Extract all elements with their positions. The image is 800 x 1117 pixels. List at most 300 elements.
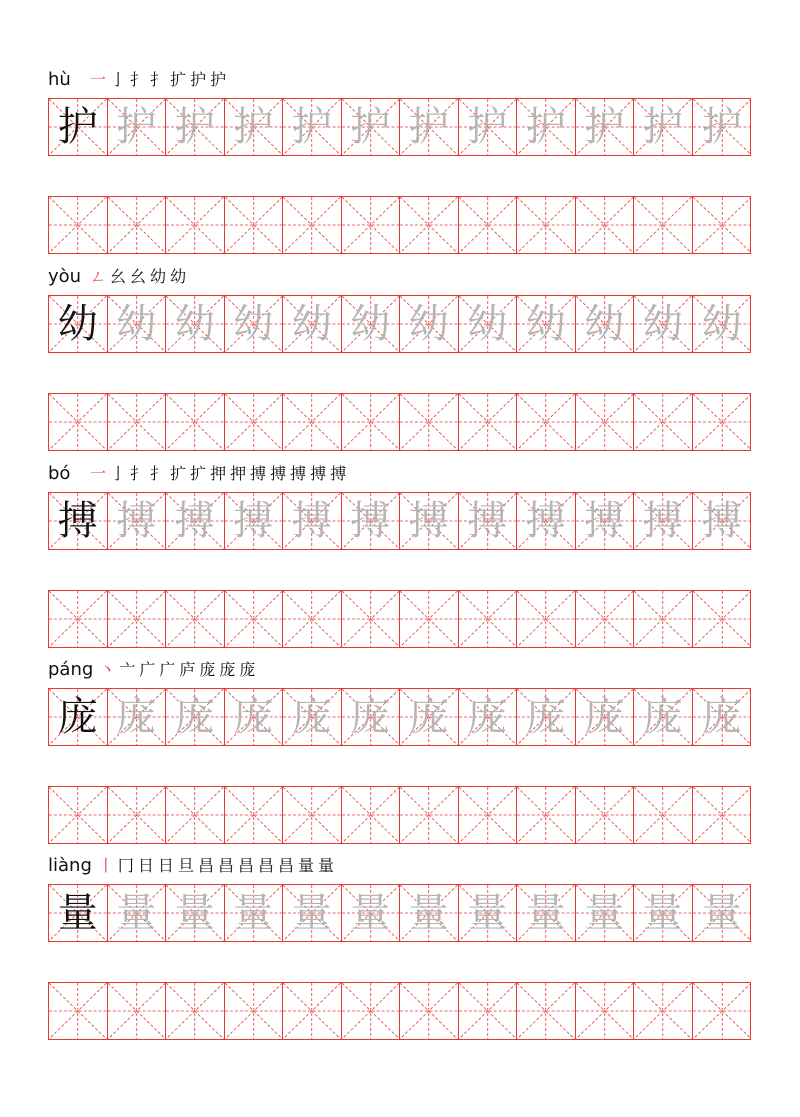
trace-cell[interactable] [517, 493, 576, 549]
stroke-step: 扌 [150, 464, 167, 483]
stroke-step: 幼 [170, 267, 187, 286]
trace-cell[interactable] [634, 689, 693, 745]
rice-grid-guides [166, 787, 224, 843]
stroke-step: 押 [230, 464, 247, 483]
stroke-step: 昌 [217, 856, 234, 875]
blank-cell[interactable] [342, 983, 401, 1039]
stroke-step: 搏 [310, 464, 327, 483]
trace-character: 幼 [174, 301, 215, 347]
blank-cell[interactable] [166, 197, 225, 253]
stroke-step: 扌 [150, 70, 167, 89]
rice-grid-guides [49, 197, 107, 253]
trace-cell[interactable] [108, 296, 167, 352]
trace-cell[interactable] [225, 689, 284, 745]
rice-grid-guides [283, 591, 341, 647]
rice-grid-guides [459, 983, 517, 1039]
blank-cell[interactable] [517, 983, 576, 1039]
rice-grid-guides [459, 394, 517, 450]
character-block [48, 854, 752, 1044]
blank-cell[interactable] [225, 197, 284, 253]
stroke-step: 护 [210, 70, 227, 89]
stroke-step: 广 [159, 660, 176, 679]
stroke-step: 昌 [278, 856, 295, 875]
pinyin-stroke-line [48, 462, 346, 484]
rice-grid-guides [108, 197, 166, 253]
trace-character: 搏 [642, 498, 683, 544]
blank-cell[interactable] [693, 197, 752, 253]
trace-character: 护 [701, 104, 742, 150]
stroke-step: 昌 [197, 856, 214, 875]
blank-cell[interactable] [283, 983, 342, 1039]
character-block [48, 462, 752, 652]
stroke-step: 亅 [110, 70, 127, 89]
trace-cell[interactable] [576, 885, 635, 941]
trace-character: 护 [525, 104, 566, 150]
blank-cell[interactable] [459, 983, 518, 1039]
stroke-step: 昌 [237, 856, 254, 875]
model-character: 搏 [57, 498, 98, 544]
rice-grid-guides [108, 787, 166, 843]
trace-character: 幼 [467, 301, 508, 347]
stroke-step: 扩 [170, 70, 187, 89]
trace-cell[interactable] [459, 689, 518, 745]
blank-cell[interactable] [459, 197, 518, 253]
trace-cell[interactable] [166, 885, 225, 941]
blank-cell[interactable] [517, 197, 576, 253]
trace-cell[interactable] [693, 689, 752, 745]
stroke-order-sequence [99, 661, 255, 680]
stroke-step: 幼 [150, 267, 167, 286]
rice-grid-guides [49, 591, 107, 647]
trace-cell[interactable] [693, 296, 752, 352]
blank-cell[interactable] [49, 591, 108, 647]
blank-cell[interactable] [634, 983, 693, 1039]
blank-cell[interactable] [342, 591, 401, 647]
trace-character: 护 [116, 104, 157, 150]
blank-cell[interactable] [49, 787, 108, 843]
blank-cell[interactable] [108, 983, 167, 1039]
trace-cell[interactable] [283, 493, 342, 549]
pinyin-stroke-line [48, 658, 255, 680]
model-cell [49, 296, 108, 352]
trace-cell[interactable] [283, 689, 342, 745]
trace-cell[interactable] [342, 296, 401, 352]
tracing-row [48, 884, 751, 942]
trace-cell[interactable] [634, 493, 693, 549]
stroke-step: 搏 [250, 464, 267, 483]
trace-cell[interactable] [517, 689, 576, 745]
trace-character: 搏 [233, 498, 274, 544]
trace-cell[interactable] [400, 99, 459, 155]
blank-cell[interactable] [517, 787, 576, 843]
trace-character: 量 [701, 890, 742, 936]
blank-cell[interactable] [576, 197, 635, 253]
stroke-step: 护 [190, 70, 207, 89]
rice-grid-guides [517, 983, 575, 1039]
blank-cell[interactable] [283, 394, 342, 450]
trace-cell[interactable] [108, 99, 167, 155]
rice-grid-guides [693, 197, 752, 253]
trace-cell[interactable] [576, 689, 635, 745]
trace-cell[interactable] [108, 493, 167, 549]
pinyin-label: bó [48, 463, 71, 484]
trace-character: 搏 [291, 498, 332, 544]
blank-cell[interactable] [166, 591, 225, 647]
rice-grid-guides [166, 591, 224, 647]
trace-character: 搏 [701, 498, 742, 544]
trace-character: 量 [233, 890, 274, 936]
trace-cell[interactable] [576, 296, 635, 352]
model-character: 量 [57, 890, 98, 936]
trace-cell[interactable] [634, 296, 693, 352]
rice-grid-guides [49, 787, 107, 843]
rice-grid-guides [634, 197, 692, 253]
model-cell [49, 99, 108, 155]
rice-grid-guides [225, 591, 283, 647]
trace-cell[interactable] [108, 689, 167, 745]
trace-cell[interactable] [342, 493, 401, 549]
trace-character: 庞 [116, 694, 157, 740]
rice-grid-guides [108, 591, 166, 647]
rice-grid-guides [576, 394, 634, 450]
rice-grid-guides [225, 983, 283, 1039]
trace-cell[interactable] [342, 99, 401, 155]
blank-cell[interactable] [283, 591, 342, 647]
trace-cell[interactable] [576, 493, 635, 549]
stroke-step: 昌 [258, 856, 275, 875]
stroke-step: 冂 [117, 856, 134, 875]
pinyin-label: hù [48, 69, 71, 90]
trace-cell[interactable] [166, 493, 225, 549]
trace-character: 庞 [174, 694, 215, 740]
blank-cell[interactable] [400, 394, 459, 450]
trace-cell[interactable] [517, 296, 576, 352]
model-cell [49, 493, 108, 549]
trace-cell[interactable] [517, 99, 576, 155]
stroke-step: 日 [137, 856, 154, 875]
trace-cell[interactable] [342, 689, 401, 745]
rice-grid-guides [576, 197, 634, 253]
rice-grid-guides [166, 197, 224, 253]
trace-character: 量 [525, 890, 566, 936]
blank-cell[interactable] [108, 591, 167, 647]
stroke-step: 庞 [239, 660, 256, 679]
blank-cell[interactable] [342, 197, 401, 253]
trace-cell[interactable] [166, 99, 225, 155]
stroke-step: 旦 [177, 856, 194, 875]
trace-cell[interactable] [400, 493, 459, 549]
blank-cell[interactable] [400, 787, 459, 843]
blank-cell[interactable] [634, 591, 693, 647]
stroke-order-sequence [90, 268, 186, 287]
rice-grid-guides [517, 394, 575, 450]
blank-cell[interactable] [283, 197, 342, 253]
trace-cell[interactable] [693, 885, 752, 941]
trace-character: 量 [116, 890, 157, 936]
model-character: 幼 [57, 301, 98, 347]
tracing-row [48, 688, 751, 746]
stroke-step: 庞 [219, 660, 236, 679]
stroke-step: 幺 [130, 267, 147, 286]
blank-cell[interactable] [225, 787, 284, 843]
stroke-step: ㄥ [90, 267, 107, 286]
trace-character: 护 [467, 104, 508, 150]
blank-cell[interactable] [225, 394, 284, 450]
rice-grid-guides [166, 983, 224, 1039]
blank-cell[interactable] [225, 591, 284, 647]
blank-cell[interactable] [634, 197, 693, 253]
blank-cell[interactable] [400, 983, 459, 1039]
stroke-step: 扩 [190, 464, 207, 483]
trace-cell[interactable] [108, 885, 167, 941]
rice-grid-guides [576, 787, 634, 843]
trace-character: 搏 [116, 498, 157, 544]
trace-cell[interactable] [459, 99, 518, 155]
trace-cell[interactable] [342, 885, 401, 941]
model-cell [49, 885, 108, 941]
trace-cell[interactable] [634, 885, 693, 941]
trace-character: 搏 [174, 498, 215, 544]
blank-cell[interactable] [576, 787, 635, 843]
trace-character: 量 [291, 890, 332, 936]
blank-cell[interactable] [400, 591, 459, 647]
trace-cell[interactable] [634, 99, 693, 155]
blank-cell[interactable] [108, 197, 167, 253]
trace-cell[interactable] [283, 99, 342, 155]
blank-practice-row [48, 196, 751, 254]
blank-cell[interactable] [517, 394, 576, 450]
rice-grid-guides [634, 787, 692, 843]
blank-cell[interactable] [166, 394, 225, 450]
trace-character: 幼 [233, 301, 274, 347]
trace-cell[interactable] [283, 296, 342, 352]
stroke-step: 亅 [110, 464, 127, 483]
trace-cell[interactable] [400, 296, 459, 352]
blank-cell[interactable] [693, 787, 752, 843]
pinyin-stroke-line [48, 854, 334, 876]
character-block [48, 68, 752, 258]
trace-cell[interactable] [459, 296, 518, 352]
blank-cell[interactable] [342, 394, 401, 450]
rice-grid-guides [400, 394, 458, 450]
rice-grid-guides [634, 394, 692, 450]
blank-cell[interactable] [576, 394, 635, 450]
trace-character: 庞 [467, 694, 508, 740]
trace-character: 幼 [350, 301, 391, 347]
trace-cell[interactable] [693, 493, 752, 549]
rice-grid-guides [283, 787, 341, 843]
trace-cell[interactable] [400, 885, 459, 941]
trace-cell[interactable] [517, 885, 576, 941]
trace-cell[interactable] [166, 689, 225, 745]
pinyin-label: páng [48, 659, 94, 680]
blank-cell[interactable] [693, 591, 752, 647]
rice-grid-guides [400, 787, 458, 843]
trace-cell[interactable] [283, 885, 342, 941]
blank-practice-row [48, 393, 751, 451]
blank-cell[interactable] [634, 787, 693, 843]
trace-character: 量 [350, 890, 391, 936]
trace-character: 幼 [291, 301, 332, 347]
trace-character: 护 [291, 104, 332, 150]
stroke-step: 扩 [170, 464, 187, 483]
rice-grid-guides [225, 787, 283, 843]
stroke-step: 丨 [97, 856, 114, 875]
rice-grid-guides [342, 983, 400, 1039]
stroke-step: 庞 [199, 660, 216, 679]
trace-cell[interactable] [225, 296, 284, 352]
blank-cell[interactable] [49, 197, 108, 253]
rice-grid-guides [225, 394, 283, 450]
tracing-row [48, 98, 751, 156]
rice-grid-guides [517, 591, 575, 647]
stroke-step: 量 [298, 856, 315, 875]
stroke-order-sequence [90, 465, 346, 484]
blank-cell[interactable] [576, 591, 635, 647]
trace-cell[interactable] [225, 99, 284, 155]
rice-grid-guides [400, 197, 458, 253]
trace-character: 量 [174, 890, 215, 936]
trace-character: 搏 [350, 498, 391, 544]
rice-grid-guides [283, 983, 341, 1039]
rice-grid-guides [225, 197, 283, 253]
blank-cell[interactable] [166, 983, 225, 1039]
rice-grid-guides [342, 394, 400, 450]
blank-practice-row [48, 786, 751, 844]
rice-grid-guides [693, 394, 752, 450]
trace-character: 量 [467, 890, 508, 936]
blank-cell[interactable] [400, 197, 459, 253]
blank-cell[interactable] [166, 787, 225, 843]
blank-practice-row [48, 590, 751, 648]
trace-character: 护 [642, 104, 683, 150]
trace-cell[interactable] [400, 689, 459, 745]
trace-character: 搏 [584, 498, 625, 544]
rice-grid-guides [693, 787, 752, 843]
trace-character: 庞 [642, 694, 683, 740]
trace-character: 庞 [291, 694, 332, 740]
trace-cell[interactable] [693, 99, 752, 155]
rice-grid-guides [459, 197, 517, 253]
blank-cell[interactable] [283, 787, 342, 843]
pinyin-stroke-line [48, 265, 186, 287]
blank-cell[interactable] [693, 983, 752, 1039]
blank-cell[interactable] [108, 787, 167, 843]
character-block [48, 265, 752, 455]
tracing-row [48, 492, 751, 550]
trace-character: 幼 [408, 301, 449, 347]
stroke-step: 丶 [99, 660, 116, 679]
trace-cell[interactable] [459, 493, 518, 549]
rice-grid-guides [342, 197, 400, 253]
pinyin-stroke-line [48, 68, 226, 90]
rice-grid-guides [108, 394, 166, 450]
trace-cell[interactable] [459, 885, 518, 941]
blank-cell[interactable] [342, 787, 401, 843]
tracing-row [48, 295, 751, 353]
stroke-step: 庐 [179, 660, 196, 679]
blank-cell[interactable] [459, 394, 518, 450]
rice-grid-guides [459, 591, 517, 647]
stroke-step: 搏 [330, 464, 347, 483]
rice-grid-guides [576, 983, 634, 1039]
blank-cell[interactable] [459, 787, 518, 843]
trace-cell[interactable] [225, 493, 284, 549]
stroke-step: 一 [90, 70, 107, 89]
rice-grid-guides [459, 787, 517, 843]
rice-grid-guides [576, 591, 634, 647]
trace-character: 庞 [350, 694, 391, 740]
rice-grid-guides [283, 197, 341, 253]
rice-grid-guides [342, 787, 400, 843]
stroke-order-sequence [98, 857, 334, 876]
trace-cell[interactable] [166, 296, 225, 352]
blank-cell[interactable] [693, 394, 752, 450]
trace-character: 庞 [701, 694, 742, 740]
trace-character: 幼 [116, 301, 157, 347]
trace-cell[interactable] [576, 99, 635, 155]
trace-character: 庞 [408, 694, 449, 740]
trace-cell[interactable] [225, 885, 284, 941]
trace-character: 量 [642, 890, 683, 936]
rice-grid-guides [517, 197, 575, 253]
trace-character: 搏 [467, 498, 508, 544]
rice-grid-guides [166, 394, 224, 450]
rice-grid-guides [693, 983, 752, 1039]
stroke-step: 扌 [130, 70, 147, 89]
rice-grid-guides [634, 591, 692, 647]
rice-grid-guides [400, 983, 458, 1039]
blank-cell[interactable] [576, 983, 635, 1039]
trace-character: 庞 [525, 694, 566, 740]
rice-grid-guides [49, 394, 107, 450]
trace-character: 量 [584, 890, 625, 936]
rice-grid-guides [693, 591, 752, 647]
trace-character: 护 [233, 104, 274, 150]
rice-grid-guides [634, 983, 692, 1039]
stroke-step: 亠 [119, 660, 136, 679]
blank-cell[interactable] [225, 983, 284, 1039]
trace-character: 幼 [584, 301, 625, 347]
stroke-step: 一 [90, 464, 107, 483]
blank-cell[interactable] [459, 591, 518, 647]
rice-grid-guides [342, 591, 400, 647]
blank-cell[interactable] [108, 394, 167, 450]
blank-cell[interactable] [49, 394, 108, 450]
pinyin-label: yòu [48, 266, 82, 287]
trace-character: 庞 [584, 694, 625, 740]
trace-character: 护 [584, 104, 625, 150]
stroke-step: 扌 [130, 464, 147, 483]
rice-grid-guides [517, 787, 575, 843]
trace-character: 护 [350, 104, 391, 150]
trace-character: 量 [408, 890, 449, 936]
stroke-order-sequence [90, 71, 226, 90]
rice-grid-guides [283, 394, 341, 450]
character-block [48, 658, 752, 848]
stroke-step: 量 [318, 856, 335, 875]
trace-character: 护 [174, 104, 215, 150]
trace-character: 搏 [525, 498, 566, 544]
blank-cell[interactable] [634, 394, 693, 450]
blank-cell[interactable] [49, 983, 108, 1039]
blank-cell[interactable] [517, 591, 576, 647]
trace-character: 幼 [642, 301, 683, 347]
rice-grid-guides [108, 983, 166, 1039]
model-character: 庞 [57, 694, 98, 740]
pinyin-label: liàng [48, 855, 92, 876]
rice-grid-guides [49, 983, 107, 1039]
